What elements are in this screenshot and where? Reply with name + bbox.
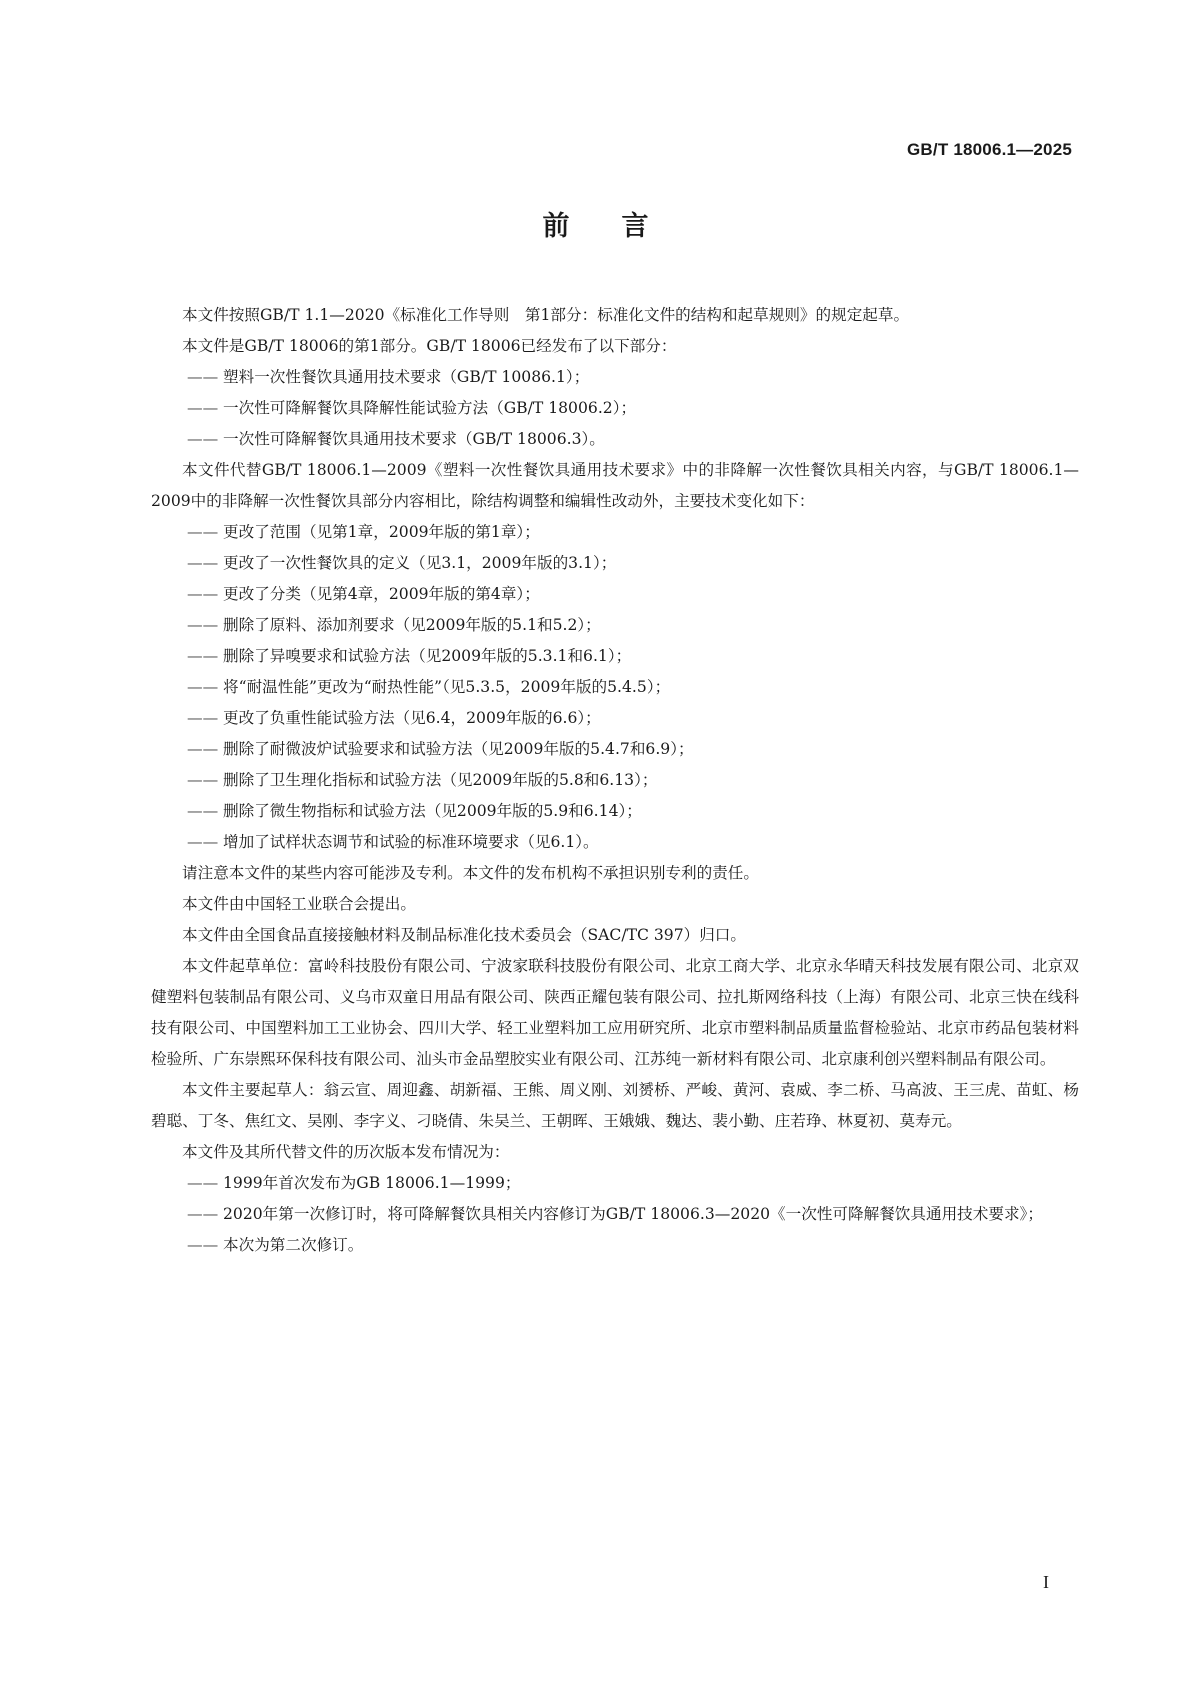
list-item: —— 删除了卫生理化指标和试验方法（见2009年版的5.8和6.13）； [151,765,1079,796]
list-item: —— 本次为第二次修订。 [151,1230,1079,1261]
paragraph-drafting-units: 本文件起草单位：富岭科技股份有限公司、宁波家联科技股份有限公司、北京工商大学、北京永华晴天科技发展有限公司、北京双健塑料包装制品有限公司、义乌市双童日用品有限公司、陕西正耀包装有限公司、拉扎斯网络科技（上海）有限公司、北京三快在线科技有限公司、中国塑料加工工业协会、四川大学、轻工业塑料加工应用研究所、北京市塑料制品质量监督检验站、北京市药品包装材料检验所、广东崇熙环保科技有限公司、汕头市金品塑胶实业有限公司、江苏纯一新材料有限公司、北京康利创兴塑料制品有限公司。 [151,957,1079,1068]
list-item: —— 更改了负重性能试验方法（见6.4，2009年版的6.6）； [151,703,1079,734]
list-item: —— 更改了一次性餐饮具的定义（见3.1，2009年版的3.1）； [151,548,1079,579]
dash-mark: —— [187,1174,219,1192]
dash-mark: —— [187,647,219,665]
dash-mark: —— [187,709,219,727]
dash-mark: —— [187,771,219,789]
dash-mark: —— [187,554,219,572]
dash-mark: —— [187,399,219,417]
page-number: I [1043,1572,1049,1592]
paragraph-proposed-by: 本文件由中国轻工业联合会提出。 [182,895,416,913]
list-item: —— 删除了耐微波炉试验要求和试验方法（见2009年版的5.4.7和6.9）； [151,734,1079,765]
paragraph-drafting-basis: 本文件按照GB/T 1.1—2020《标准化工作导则 第1部分：标准化文件的结构和起草规则》的规定起草。 [182,306,910,324]
list-item: —— 更改了分类（见第4章，2009年版的第4章）； [151,579,1079,610]
dash-mark: —— [187,368,219,386]
dash-mark: —— [187,678,219,696]
list-item: —— 增加了试样状态调节和试验的标准环境要求（见6.1）。 [151,827,1079,858]
document-code-header: GB/T 18006.1—2025 [907,140,1072,159]
dash-mark: —— [187,430,219,448]
changes-list [151,517,1079,858]
dash-mark: —— [187,523,219,541]
list-item: —— 塑料一次性餐饮具通用技术要求（GB/T 10086.1）； [151,362,1079,393]
list-item: —— 删除了微生物指标和试验方法（见2009年版的5.9和6.14）； [151,796,1079,827]
paragraph-patent-notice: 请注意本文件的某些内容可能涉及专利。本文件的发布机构不承担识别专利的责任。 [182,864,759,882]
page-title: 前言 [542,211,701,242]
paragraph-replacement: 本文件代替GB/T 18006.1—2009《塑料一次性餐饮具通用技术要求》中的非降解一次性餐饮具相关内容，与GB/T 18006.1—2009中的非降解一次性餐饮具部分内容相比，除结构调整和编辑性改动外，主要技术变化如下： [151,461,1079,510]
list-item: —— 将“耐温性能”更改为“耐热性能”（见5.3.5，2009年版的5.4.5）； [151,672,1079,703]
foreword-body [151,300,1079,1261]
paragraph-history-intro: 本文件及其所代替文件的历次版本发布情况为： [182,1143,510,1161]
dash-mark: —— [187,1236,219,1254]
list-item: —— 2020年第一次修订时，将可降解餐饮具相关内容修订为GB/T 18006.3—2020《一次性可降解餐饮具通用技术要求》； [151,1199,1079,1230]
dash-mark: —— [187,1205,219,1223]
parts-list [151,362,1079,455]
list-item: —— 一次性可降解餐饮具降解性能试验方法（GB/T 18006.2）； [151,393,1079,424]
dash-mark: —— [187,833,219,851]
list-item: —— 删除了异嗅要求和试验方法（见2009年版的5.3.1和6.1）； [151,641,1079,672]
dash-mark: —— [187,740,219,758]
list-item: —— 更改了范围（见第1章，2009年版的第1章）； [151,517,1079,548]
list-item: —— 一次性可降解餐饮具通用技术要求（GB/T 18006.3）。 [151,424,1079,455]
dash-mark: —— [187,616,219,634]
history-list [151,1168,1079,1261]
dash-mark: —— [187,802,219,820]
list-item: —— 1999年首次发布为GB 18006.1—1999； [151,1168,1079,1199]
dash-mark: —— [187,585,219,603]
list-item: —— 删除了原料、添加剂要求（见2009年版的5.1和5.2）； [151,610,1079,641]
paragraph-centralized-by: 本文件由全国食品直接接触材料及制品标准化技术委员会（SAC/TC 397）归口。 [182,926,746,944]
paragraph-parts-intro: 本文件是GB/T 18006的第1部分。GB/T 18006已经发布了以下部分： [182,337,677,355]
paragraph-drafters: 本文件主要起草人：翁云宣、周迎鑫、胡新福、王熊、周义刚、刘赟桥、严峻、黄河、袁威、李二桥、马高波、王三虎、苗虹、杨碧聪、丁冬、焦红文、吴刚、李字义、刁晓倩、朱吴兰、王朝晖、王娥娥、魏达、裴小勤、庄若琤、林夏初、莫寿元。 [151,1081,1079,1130]
